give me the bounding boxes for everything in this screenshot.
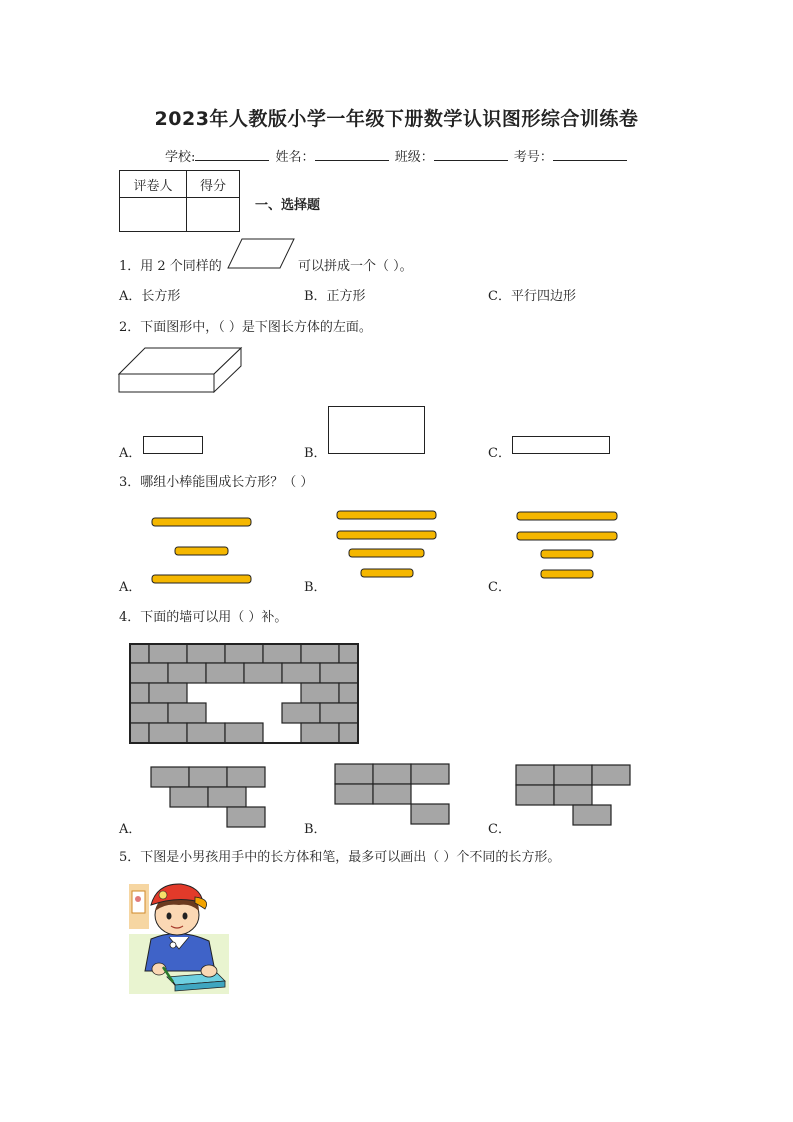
question-3-text: 3．哪组小棒能围成长方形？（ ） [119, 475, 314, 490]
q1-option-c[interactable]: C．平行四边形 [488, 289, 576, 304]
question-5-text: 5．下图是小男孩用手中的长方体和笔，最多可以画出（ ）个不同的长方形。 [119, 850, 561, 865]
stick-group-c [512, 504, 624, 584]
question-2-text: 2．下面图形中，（ ）是下图长方体的左面。 [119, 320, 372, 335]
name-label: 姓名： [275, 150, 315, 165]
stick [152, 575, 251, 583]
stick [175, 547, 228, 555]
reviewer-cell[interactable] [120, 198, 187, 232]
stick [361, 569, 413, 577]
cuboid-figure [118, 346, 244, 394]
q3-option-c[interactable]: C． [488, 580, 511, 595]
q2-option-b-rectangle [328, 406, 425, 454]
stick [517, 512, 617, 520]
section-heading: 一、选择题 [255, 198, 321, 213]
reviewer-header: 评卷人 [120, 171, 187, 198]
brick-patch-c [515, 764, 633, 826]
page-title: 2023年人教版小学一年级下册数学认识图形综合训练卷 [154, 108, 639, 130]
q2-option-a[interactable]: A． [119, 446, 142, 461]
school-label: 学校: [165, 150, 196, 165]
stick [152, 518, 251, 526]
stick [541, 570, 593, 578]
school-blank[interactable] [195, 148, 269, 161]
stick-group-a [145, 510, 257, 590]
question-1-suffix: 可以拼成一个（ ）。 [298, 259, 413, 274]
question-4-text: 4．下面的墙可以用（ ）补。 [119, 610, 288, 625]
stick-group-b [332, 504, 442, 584]
q3-option-a[interactable]: A． [119, 580, 142, 595]
q2-option-a-rectangle [143, 436, 203, 454]
q2-option-b[interactable]: B． [304, 446, 327, 461]
student-info-line [165, 146, 629, 165]
boy-drawing-illustration [129, 879, 229, 994]
class-blank[interactable] [434, 148, 508, 161]
number-label: 考号： [513, 150, 553, 165]
stick [337, 531, 436, 539]
parallelogram-figure [226, 238, 296, 270]
brick-wall-figure [129, 643, 361, 745]
name-blank[interactable] [315, 148, 389, 161]
class-label: 班级： [394, 150, 434, 165]
brick-patch-b [334, 763, 452, 825]
q3-option-b[interactable]: B． [304, 580, 327, 595]
question-1-prefix: 1．用 2 个同样的 [119, 259, 222, 274]
q4-option-a[interactable]: A． [119, 822, 142, 837]
score-header: 得分 [187, 171, 240, 198]
score-cell[interactable] [187, 198, 240, 232]
score-table [119, 170, 240, 232]
stick [349, 549, 424, 557]
q1-option-b[interactable]: B．正方形 [304, 289, 366, 304]
brick-patch-a [150, 766, 268, 828]
q1-option-a[interactable]: A．长方形 [119, 289, 181, 304]
stick [517, 532, 617, 540]
number-blank[interactable] [553, 148, 627, 161]
q2-option-c[interactable]: C． [488, 446, 511, 461]
q4-option-c[interactable]: C． [488, 822, 511, 837]
q2-option-c-rectangle [512, 436, 610, 454]
stick [541, 550, 593, 558]
q4-option-b[interactable]: B． [304, 822, 327, 837]
stick [337, 511, 436, 519]
